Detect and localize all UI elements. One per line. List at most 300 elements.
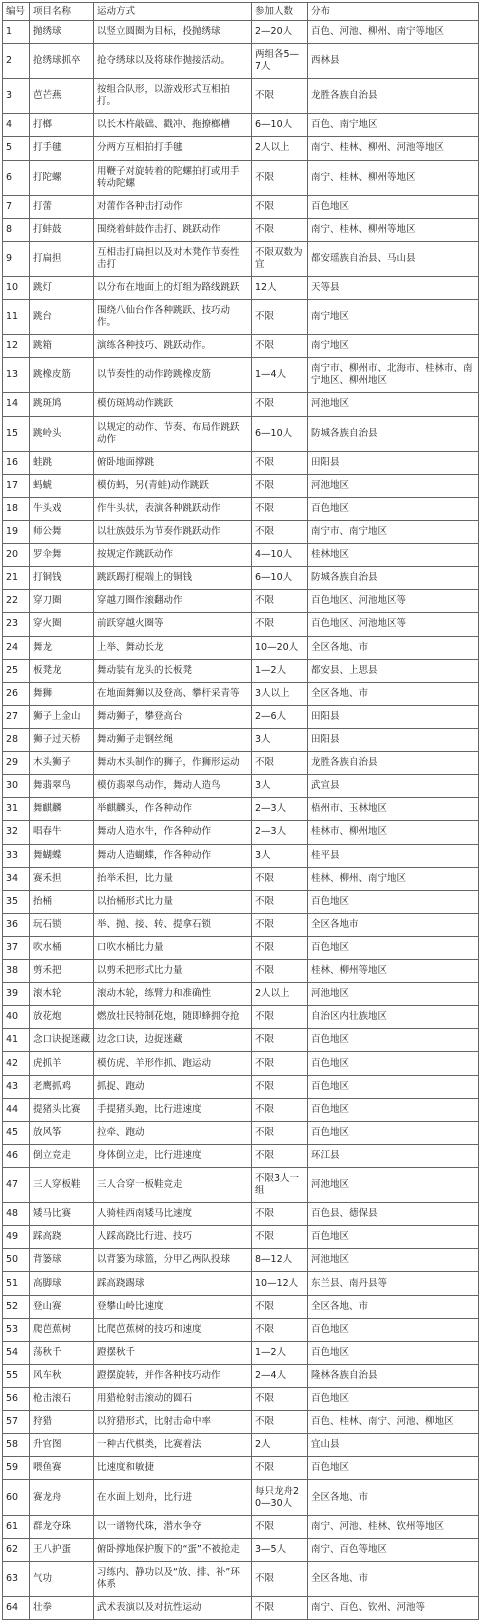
cell-method: 以抬桶形式比力量 [94,890,252,913]
cell-id: 7 [3,195,30,218]
cell-distribution: 百色地区、河池地区等 [308,613,479,636]
cell-id: 19 [3,520,30,543]
cell-method: 拉牵、跑动 [94,1121,252,1144]
cell-participants: 6—10人 [252,114,308,137]
cell-method: 抢夺绣球以及将球作抛接活动。 [94,44,252,79]
cell-distribution: 隆林各族自治县 [308,1364,479,1387]
cell-id: 13 [3,358,30,393]
cell-name: 舞狮 [30,682,94,705]
cell-participants: 2人以上 [252,983,308,1006]
cell-method: 以狩猎形式，比射击命中率 [94,1411,252,1434]
cell-name: 喂鱼赛 [30,1457,94,1480]
cell-name: 牛头戏 [30,497,94,520]
table-row [3,1272,479,1295]
cell-method: 以竖立圆圈为目标，投抛绣球 [94,21,252,44]
table-row [3,1295,479,1318]
table-row [3,705,479,728]
cell-name: 打扁担 [30,241,94,276]
cell-participants: 不限 [252,1144,308,1167]
cell-method: 三人合穿一板鞋竞走 [94,1168,252,1203]
table-row [3,728,479,751]
header-method: 运动方式 [94,3,252,21]
cell-distribution: 百色、桂林、南宁、河池、柳地区 [308,1411,479,1434]
cell-id: 3 [3,79,30,114]
cell-method: 蹬摆秋千 [94,1341,252,1364]
cell-participants: 不限 [252,1457,308,1480]
cell-name: 蚂䗂 [30,474,94,497]
cell-name: 跳橡皮筋 [30,358,94,393]
cell-id: 16 [3,451,30,474]
table-row [3,520,479,543]
cell-id: 40 [3,1006,30,1029]
cell-distribution: 百色地区、河池地区等 [308,590,479,613]
cell-participants: 不限 [252,1203,308,1226]
cell-name: 倒立竞走 [30,1144,94,1167]
cell-id: 62 [3,1538,30,1561]
cell-distribution: 防城各族自治县 [308,416,479,451]
table-row [3,1249,479,1272]
cell-name: 狮子上金山 [30,705,94,728]
cell-method: 对蕾作各种击打动作 [94,195,252,218]
table-row [3,1203,479,1226]
cell-participants: 不限 [252,960,308,983]
cell-name: 玩石锁 [30,913,94,936]
cell-participants: 不限 [252,1596,308,1619]
cell-id: 48 [3,1203,30,1226]
cell-distribution: 桂平县 [308,844,479,867]
table-row [3,195,479,218]
cell-name: 板凳龙 [30,659,94,682]
table-row [3,1364,479,1387]
cell-name: 吹水桶 [30,936,94,959]
cell-method: 踩高跷踢球 [94,1272,252,1295]
cell-participants: 不限 [252,1052,308,1075]
cell-method: 舞动人造水牛，作各种动作 [94,821,252,844]
cell-name: 师公舞 [30,520,94,543]
table-row [3,160,479,195]
table-row [3,913,479,936]
cell-distribution: 百色地区 [308,1226,479,1249]
cell-distribution: 百色地区 [308,1075,479,1098]
cell-participants: 不限 [252,1098,308,1121]
cell-participants: 不限 [252,335,308,358]
cell-name: 木头狮子 [30,752,94,775]
cell-id: 42 [3,1052,30,1075]
cell-distribution: 河池地区 [308,1168,479,1203]
cell-method: 跳跃踢打棍端上的铜钱 [94,567,252,590]
cell-id: 59 [3,1457,30,1480]
cell-name: 打蚌鼓 [30,218,94,241]
cell-distribution: 河池地区 [308,1249,479,1272]
cell-distribution: 田阳县 [308,705,479,728]
cell-id: 33 [3,844,30,867]
cell-participants: 不限 [252,1411,308,1434]
table-row [3,960,479,983]
cell-method: 舞动装有龙头的长板凳 [94,659,252,682]
cell-name: 打陀螺 [30,160,94,195]
cell-distribution: 桂林、柳州、南宁地区 [308,867,479,890]
cell-distribution: 百色、河池、柳州、南宁等地区 [308,21,479,44]
table-row [3,1480,479,1515]
cell-method: 举、抛、接、转、提拿石锁 [94,913,252,936]
cell-method: 按组合队形，以游戏形式互相拍打。 [94,79,252,114]
cell-name: 跳灯 [30,276,94,299]
cell-id: 37 [3,936,30,959]
cell-participants: 不限 [252,1388,308,1411]
table-header-row [3,3,479,21]
cell-participants: 不限 [252,451,308,474]
cell-name: 矮马比赛 [30,1203,94,1226]
cell-distribution: 南宁市、南宁地区 [308,520,479,543]
cell-method: 演练各种技巧、跳跃动作。 [94,335,252,358]
cell-id: 50 [3,1249,30,1272]
cell-id: 26 [3,682,30,705]
cell-name: 跳箱 [30,335,94,358]
table-row [3,1515,479,1538]
table-row [3,1411,479,1434]
cell-name: 赛龙舟 [30,1480,94,1515]
table-row [3,393,479,416]
cell-id: 20 [3,544,30,567]
cell-id: 31 [3,798,30,821]
cell-participants: 不限 [252,752,308,775]
cell-participants: 2—4人 [252,1364,308,1387]
cell-method: 以背篓为球篮，分甲乙两队投球 [94,1249,252,1272]
cell-method: 用鞭子对旋转着的陀螺拍打或用手转动陀螺 [94,160,252,195]
cell-method: 舞动狮子走钢丝绳 [94,728,252,751]
cell-name: 壮拳 [30,1596,94,1619]
cell-participants: 不限 [252,520,308,543]
cell-distribution: 百色地区 [308,1052,479,1075]
cell-participants: 2—20人 [252,21,308,44]
cell-id: 51 [3,1272,30,1295]
cell-distribution: 自治区内壮族地区 [308,1006,479,1029]
cell-method: 举麒麟头，作各种动作 [94,798,252,821]
cell-distribution: 天等县 [308,276,479,299]
cell-method: 比速度和敏捷 [94,1457,252,1480]
cell-method: 按规定作跳跃动作 [94,544,252,567]
cell-method: 抬举禾担，比力量 [94,867,252,890]
table-row [3,451,479,474]
cell-method: 身体倒立走，比行进速度 [94,1144,252,1167]
cell-method: 以规定的动作、节奏、布局作跳跃动作 [94,416,252,451]
cell-distribution: 河池地区 [308,983,479,1006]
cell-participants: 不限 [252,590,308,613]
cell-id: 57 [3,1411,30,1434]
cell-distribution: 龙胜各族自治县 [308,752,479,775]
cell-method: 在地面舞狮以及登高、攀杆采青等 [94,682,252,705]
cell-participants: 3人 [252,728,308,751]
cell-participants: 2—3人 [252,821,308,844]
cell-name: 打手毽 [30,137,94,160]
cell-method: 俯卧撑地保护腹下的“蛋”不被抢走 [94,1538,252,1561]
cell-method: 手提猪头跑，比行进速度 [94,1098,252,1121]
cell-method: 以一谱物代珠，潜水争夺 [94,1515,252,1538]
cell-name: 升官图 [30,1434,94,1457]
cell-distribution: 桂林地区 [308,544,479,567]
cell-name: 老鹰抓鸡 [30,1075,94,1098]
cell-distribution: 百色县、德保县 [308,1203,479,1226]
cell-id: 38 [3,960,30,983]
cell-method: 俯卧地面撑跳 [94,451,252,474]
cell-id: 23 [3,613,30,636]
cell-distribution: 龙胜各族自治县 [308,79,479,114]
cell-participants: 两组各5—7人 [252,44,308,79]
cell-distribution: 百色、南宁地区 [308,114,479,137]
cell-distribution: 百色地区 [308,1341,479,1364]
cell-name: 跳斑鸠 [30,393,94,416]
cell-id: 14 [3,393,30,416]
table-row [3,844,479,867]
cell-distribution: 桂林市、柳州地区 [308,821,479,844]
cell-distribution: 都安瑶族自治县、马山县 [308,241,479,276]
cell-id: 6 [3,160,30,195]
cell-name: 剪禾把 [30,960,94,983]
table-row [3,218,479,241]
cell-participants: 6—10人 [252,416,308,451]
cell-participants: 不限 [252,1561,308,1596]
cell-distribution: 全区各地、市 [308,1561,479,1596]
cell-method: 比爬芭蕉树的技巧和速度 [94,1318,252,1341]
cell-method: 习练内、静功以及“放、排、补”环体系 [94,1561,252,1596]
cell-name: 赛禾担 [30,867,94,890]
cell-participants: 不限 [252,1318,308,1341]
table-row [3,358,479,393]
cell-name: 放风筝 [30,1121,94,1144]
cell-distribution: 田阳县 [308,728,479,751]
cell-distribution: 防城各族自治县 [308,567,479,590]
cell-id: 55 [3,1364,30,1387]
cell-distribution: 河池地区 [308,474,479,497]
cell-id: 4 [3,114,30,137]
table-row [3,682,479,705]
cell-name: 登山赛 [30,1295,94,1318]
cell-name: 穿刀圈 [30,590,94,613]
cell-distribution: 武宣县 [308,775,479,798]
table-row [3,1006,479,1029]
cell-id: 5 [3,137,30,160]
cell-participants: 不限 [252,218,308,241]
cell-participants: 12人 [252,276,308,299]
table-row [3,821,479,844]
cell-id: 46 [3,1144,30,1167]
cell-participants: 不限 [252,890,308,913]
cell-participants: 10—20人 [252,636,308,659]
cell-participants: 不限 [252,474,308,497]
cell-id: 35 [3,890,30,913]
cell-method: 围绕着蚌鼓作击打、跳跃动作 [94,218,252,241]
cell-id: 34 [3,867,30,890]
cell-id: 22 [3,590,30,613]
cell-id: 25 [3,659,30,682]
table-row [3,590,479,613]
table-row [3,276,479,299]
cell-participants: 每只龙舟20—30人 [252,1480,308,1515]
header-id: 编号 [3,3,30,21]
sports-table [2,2,479,1620]
cell-distribution: 河池地区 [308,393,479,416]
cell-distribution: 桂林、柳州等地区 [308,960,479,983]
cell-id: 56 [3,1388,30,1411]
cell-distribution: 南宁、桂林、柳州、河池等地区 [308,137,479,160]
cell-participants: 不限 [252,867,308,890]
cell-participants: 4—10人 [252,544,308,567]
cell-method: 模仿蚂，另(青蛙)动作跳跃 [94,474,252,497]
cell-name: 跳台 [30,300,94,335]
cell-method: 人骑桂西南矮马比速度 [94,1203,252,1226]
cell-method: 上举、舞动长龙 [94,636,252,659]
table-row [3,936,479,959]
cell-participants: 2—3人 [252,798,308,821]
cell-distribution: 全区各地市 [308,913,479,936]
cell-id: 9 [3,241,30,276]
cell-id: 54 [3,1341,30,1364]
cell-name: 枪击滚石 [30,1388,94,1411]
cell-participants: 不限 [252,613,308,636]
cell-name: 虎抓羊 [30,1052,94,1075]
cell-name: 芭芒燕 [30,79,94,114]
cell-name: 王八护蛋 [30,1538,94,1561]
cell-distribution: 南宁、百色、钦州、河池等 [308,1596,479,1619]
table-row [3,1075,479,1098]
cell-name: 抢绣球抓卒 [30,44,94,79]
cell-distribution: 全区各地、市 [308,682,479,705]
cell-method: 用猎枪射击滚动的圆石 [94,1388,252,1411]
cell-method: 穿越刀圈作滚翻动作 [94,590,252,613]
cell-participants: 不限 [252,1515,308,1538]
table-row [3,1098,479,1121]
table-row [3,21,479,44]
cell-participants: 8—12人 [252,1249,308,1272]
header-name: 项目名称 [30,3,94,21]
table-row [3,300,479,335]
cell-id: 60 [3,1480,30,1515]
cell-distribution: 百色地区 [308,195,479,218]
cell-name: 舞翡翠鸟 [30,775,94,798]
cell-method: 边念口诀，边捉迷藏 [94,1029,252,1052]
cell-id: 45 [3,1121,30,1144]
cell-name: 舞龙 [30,636,94,659]
sports-table-container [2,2,478,1620]
cell-method: 前跃穿越火圈等 [94,613,252,636]
cell-method: 武术表演以及对抗性运动 [94,1596,252,1619]
table-row [3,1029,479,1052]
cell-name: 高脚球 [30,1272,94,1295]
table-row [3,1538,479,1561]
cell-method: 模仿翡翠鸟动作，舞动人造鸟 [94,775,252,798]
cell-method: 舞动人造蝴蝶，作各种动作 [94,844,252,867]
cell-method: 模仿斑鸠动作跳跃 [94,393,252,416]
cell-distribution: 全区各地、市 [308,1295,479,1318]
cell-participants: 不限 [252,1006,308,1029]
cell-name: 狮子过天桥 [30,728,94,751]
cell-name: 舞麒麟 [30,798,94,821]
cell-participants: 3—5人 [252,1538,308,1561]
cell-distribution: 西林县 [308,44,479,79]
cell-name: 抛绣球 [30,21,94,44]
table-row [3,1341,479,1364]
cell-name: 打铜钱 [30,567,94,590]
cell-method: 以长木杵敲础、戳冲、拖撩榔槽 [94,114,252,137]
cell-id: 49 [3,1226,30,1249]
table-row [3,1561,479,1596]
table-body [3,21,479,1620]
table-row [3,497,479,520]
table-row [3,1168,479,1203]
cell-participants: 不限 [252,160,308,195]
cell-distribution: 百色地区 [308,1098,479,1121]
cell-participants: 1—2人 [252,659,308,682]
cell-id: 30 [3,775,30,798]
cell-distribution: 南宁地区 [308,335,479,358]
cell-name: 蛙跳 [30,451,94,474]
cell-method: 滚动木轮，练臂力和准确性 [94,983,252,1006]
table-row [3,983,479,1006]
cell-id: 52 [3,1295,30,1318]
cell-id: 27 [3,705,30,728]
table-row [3,416,479,451]
table-row [3,1121,479,1144]
table-row [3,798,479,821]
cell-distribution: 南宁市、柳州市、北海市、桂林市、南宁地区、柳州地区 [308,358,479,393]
cell-participants: 不限3人一组 [252,1168,308,1203]
cell-id: 47 [3,1168,30,1203]
cell-id: 8 [3,218,30,241]
cell-distribution: 田阳县 [308,451,479,474]
cell-participants: 不限 [252,195,308,218]
cell-method: 口吹水桶比力量 [94,936,252,959]
cell-name: 念口诀捉迷藏 [30,1029,94,1052]
cell-name: 罗伞舞 [30,544,94,567]
table-row [3,44,479,79]
cell-method: 以壮族鼓乐为节奏作跳跃动作 [94,520,252,543]
cell-distribution: 百色地区 [308,936,479,959]
cell-participants: 1—4人 [252,358,308,393]
cell-name: 放花炮 [30,1006,94,1029]
cell-id: 36 [3,913,30,936]
cell-method: 蹬摆旋转，并作各种技巧动作 [94,1364,252,1387]
table-row [3,890,479,913]
cell-method: 登攀山岭比速度 [94,1295,252,1318]
table-row [3,1052,479,1075]
cell-name: 穿火圈 [30,613,94,636]
cell-distribution: 全区各地、市 [308,636,479,659]
header-distribution: 分布 [308,3,479,21]
cell-id: 43 [3,1075,30,1098]
cell-distribution: 百色地区 [308,890,479,913]
cell-name: 舞蝴蝶 [30,844,94,867]
cell-name: 荡秋千 [30,1341,94,1364]
cell-id: 58 [3,1434,30,1457]
cell-distribution: 百色地区 [308,1318,479,1341]
table-row [3,1226,479,1249]
table-row [3,544,479,567]
cell-method: 互相击打扁担以及对木凳作节奏性击打 [94,241,252,276]
table-row [3,335,479,358]
cell-id: 10 [3,276,30,299]
cell-distribution: 南宁地区 [308,300,479,335]
cell-distribution: 梧州市、玉林地区 [308,798,479,821]
table-row [3,1457,479,1480]
cell-id: 44 [3,1098,30,1121]
cell-participants: 不限 [252,913,308,936]
cell-method: 人踩高跷比行进、技巧 [94,1226,252,1249]
cell-distribution: 宜山县 [308,1434,479,1457]
cell-id: 28 [3,728,30,751]
cell-id: 15 [3,416,30,451]
table-row [3,636,479,659]
cell-distribution: 百色地区 [308,497,479,520]
